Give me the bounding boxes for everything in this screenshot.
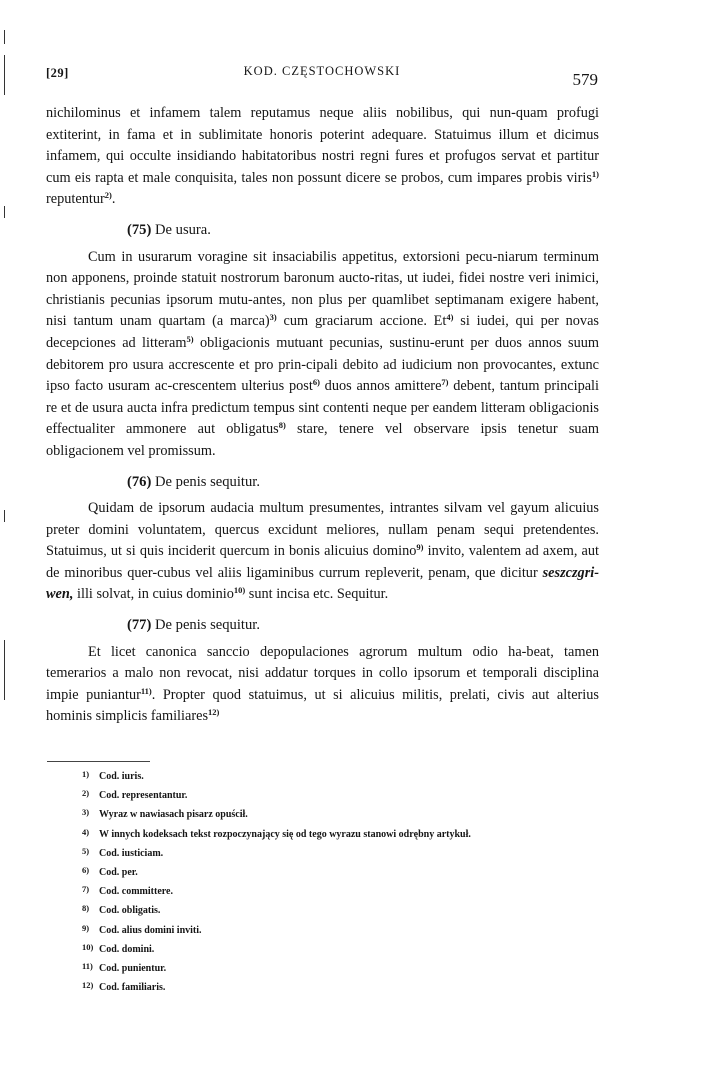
margin-mark <box>4 510 5 522</box>
footnote-text: Cod. per. <box>99 867 138 879</box>
footnote <box>82 862 622 881</box>
footnote-marker: 3) <box>82 807 90 818</box>
footnote-text: Cod. domini. <box>99 943 155 955</box>
article-title: De penis sequitur. <box>154 617 260 634</box>
footnotes <box>82 766 622 996</box>
section-heading <box>127 220 599 242</box>
footnote <box>82 900 622 919</box>
footnote-ref: 2) <box>104 190 112 201</box>
footnote-ref: 7) <box>441 377 449 388</box>
footnote-marker: 12) <box>82 980 94 991</box>
footnote-text: Cod. punientur. <box>99 963 167 975</box>
paragraph: Et licet canonica sanccio depopulaciones agrorum multum odio ha-beat, tamen temerarios a malo non revocat, nisi addatur torques in collo ipsorum et temporali disciplina impie puniantur$^{11)}$. Propter quod statuimus, ut si alicuius militis, prelati, civis aut alterius hominis simplicis familiares$^{12)}$ <box>46 643 599 725</box>
footnote-text: Cod. committere. <box>99 886 173 898</box>
footnote <box>82 785 622 804</box>
margin-mark <box>4 640 5 700</box>
article-number: (76) <box>127 473 152 490</box>
footnote-marker: 7) <box>82 884 90 895</box>
margin-mark <box>4 206 5 218</box>
footnote-text: Wyraz w nawiasach pisarz opuścił. <box>99 809 248 821</box>
margin-mark <box>4 30 5 44</box>
margin-mark <box>4 55 5 95</box>
footnote-text: W innych kodeksach tekst rozpoczynający się od tego wyrazu stanowi odrębny artykuł. <box>99 828 471 840</box>
footnote <box>82 843 622 862</box>
footnote-marker: 5) <box>82 845 90 856</box>
footnote <box>82 958 622 977</box>
footnote-ref: 1) <box>591 168 599 179</box>
footnote-ref: 6) <box>312 377 320 388</box>
footnote-divider <box>47 761 150 762</box>
footnote-text: Cod. alius domini inviti. <box>99 924 202 936</box>
footnote-marker: 11) <box>82 961 93 972</box>
section-heading <box>127 472 599 494</box>
footnote-marker: 8) <box>82 903 90 914</box>
footnote <box>82 977 622 996</box>
article-title: De usura. <box>154 221 211 238</box>
footnote <box>82 766 622 785</box>
article-title: De penis sequitur. <box>154 473 260 490</box>
article-number: (77) <box>127 617 152 634</box>
footnote-text: Cod. familiaris. <box>99 982 166 994</box>
section-number: [29] <box>46 66 69 80</box>
paragraph: Cum in usurarum voragine sit insaciabilis appetitus, extorsioni pecu-niarum terminum non apponens, proinde statuit nostrorum baronum aucto-ritas, ut iudei, fidei nostre veri inimici, christianis pecunias ipsorum mutu-antes, non plus per quamlibet septimanam exigere habent, nisi tantum unam quartam (a marca)$^{3)}$ cum graciarum accione. Et$^{4)}$ si iudei, qui per novas decepciones ad litteram$^{5)}$ obligacionis mutuant pecunias, sustinu-erunt per duos annos suum debitorem pro usura accrescente et pro prin-cipali debito ad iudicium non provocantes, extunc ipso facto usuram ac-crescentem ulterius post$^{6)}$ duos annos amittere$^{7)}$ debent, tantum principali re et de usura aucta infra predictum tempus sint contenti neque per eandem litteram obligacionis effectualiter ammonere aut obligatus$^{8)}$ stare, tenere vel observare ipsis tenetur suam obligacionem vel promissum. <box>46 248 600 459</box>
running-title: KOD. CZĘSTOCHOWSKI <box>243 64 401 78</box>
footnote <box>82 881 622 900</box>
footnote-text: Cod. representantur. <box>99 790 188 802</box>
footnote-text: Cod. iusticiam. <box>99 847 164 859</box>
footnote-marker: 1) <box>82 769 90 779</box>
page-header <box>46 62 598 89</box>
footnote <box>82 824 622 843</box>
footnote-ref: 10) <box>233 585 246 596</box>
footnote-marker: 9) <box>82 922 90 933</box>
footnote <box>82 804 622 823</box>
paragraph: Quidam de ipsorum audacia multum presumentes, intrantes silvam vel gayum alicuius preter domini voluntatem, quercus excidunt meliores, nullam penam sequi pretendentes. Statuimus, ut si quis inciderit quercum in bonis alicuius domino$^{9)}$ invito, valentem ad axem, aut de minoribus quer-cubus vel aliis ligaminibus currum repleverit, penam, que dicitur seszczgri-wen, illi solvat, in cuius dominio$^{10)}$ sunt incisa etc. Sequitur. <box>46 500 600 603</box>
page-number: 579 <box>572 70 598 89</box>
footnote-marker: 2) <box>82 788 90 799</box>
footnote-ref: 12) <box>208 707 220 718</box>
footnote-ref: 8) <box>278 420 286 431</box>
footnote-marker: 6) <box>82 865 90 876</box>
footnote-text: Cod. iuris. <box>99 771 144 782</box>
paragraph: nichilominus et infamem talem reputamus neque aliis nobilibus, qui nun-quam profugi extiterint, in fama et in sublimitate honoris poterint adequare. Statuimus illum et dicimus infamem, qui occulte insidiando habitatoribus nostri regni fures et profugos servat et partitur cum eis rapta et male conquisita, tales non possunt dicere se probos, cum impares probis viris$^{1)}$ reputentur$^{2)}$. <box>46 105 599 208</box>
footnote-ref: 3) <box>269 312 277 323</box>
footnote-ref: 4) <box>446 312 454 323</box>
emphasized-term: seszczgri-wen, <box>46 564 599 603</box>
section-heading <box>127 615 599 637</box>
footnote-ref: 11) <box>140 685 152 696</box>
footnote-marker: 10) <box>82 941 94 952</box>
footnote-text: Cod. obligatis. <box>99 905 161 917</box>
footnote <box>82 920 622 939</box>
body-text <box>46 103 599 728</box>
footnote-marker: 4) <box>82 826 90 837</box>
footnote-ref: 9) <box>416 542 424 553</box>
footnote <box>82 939 622 958</box>
footnote-ref: 5) <box>186 333 194 344</box>
article-number: (75) <box>127 221 152 238</box>
